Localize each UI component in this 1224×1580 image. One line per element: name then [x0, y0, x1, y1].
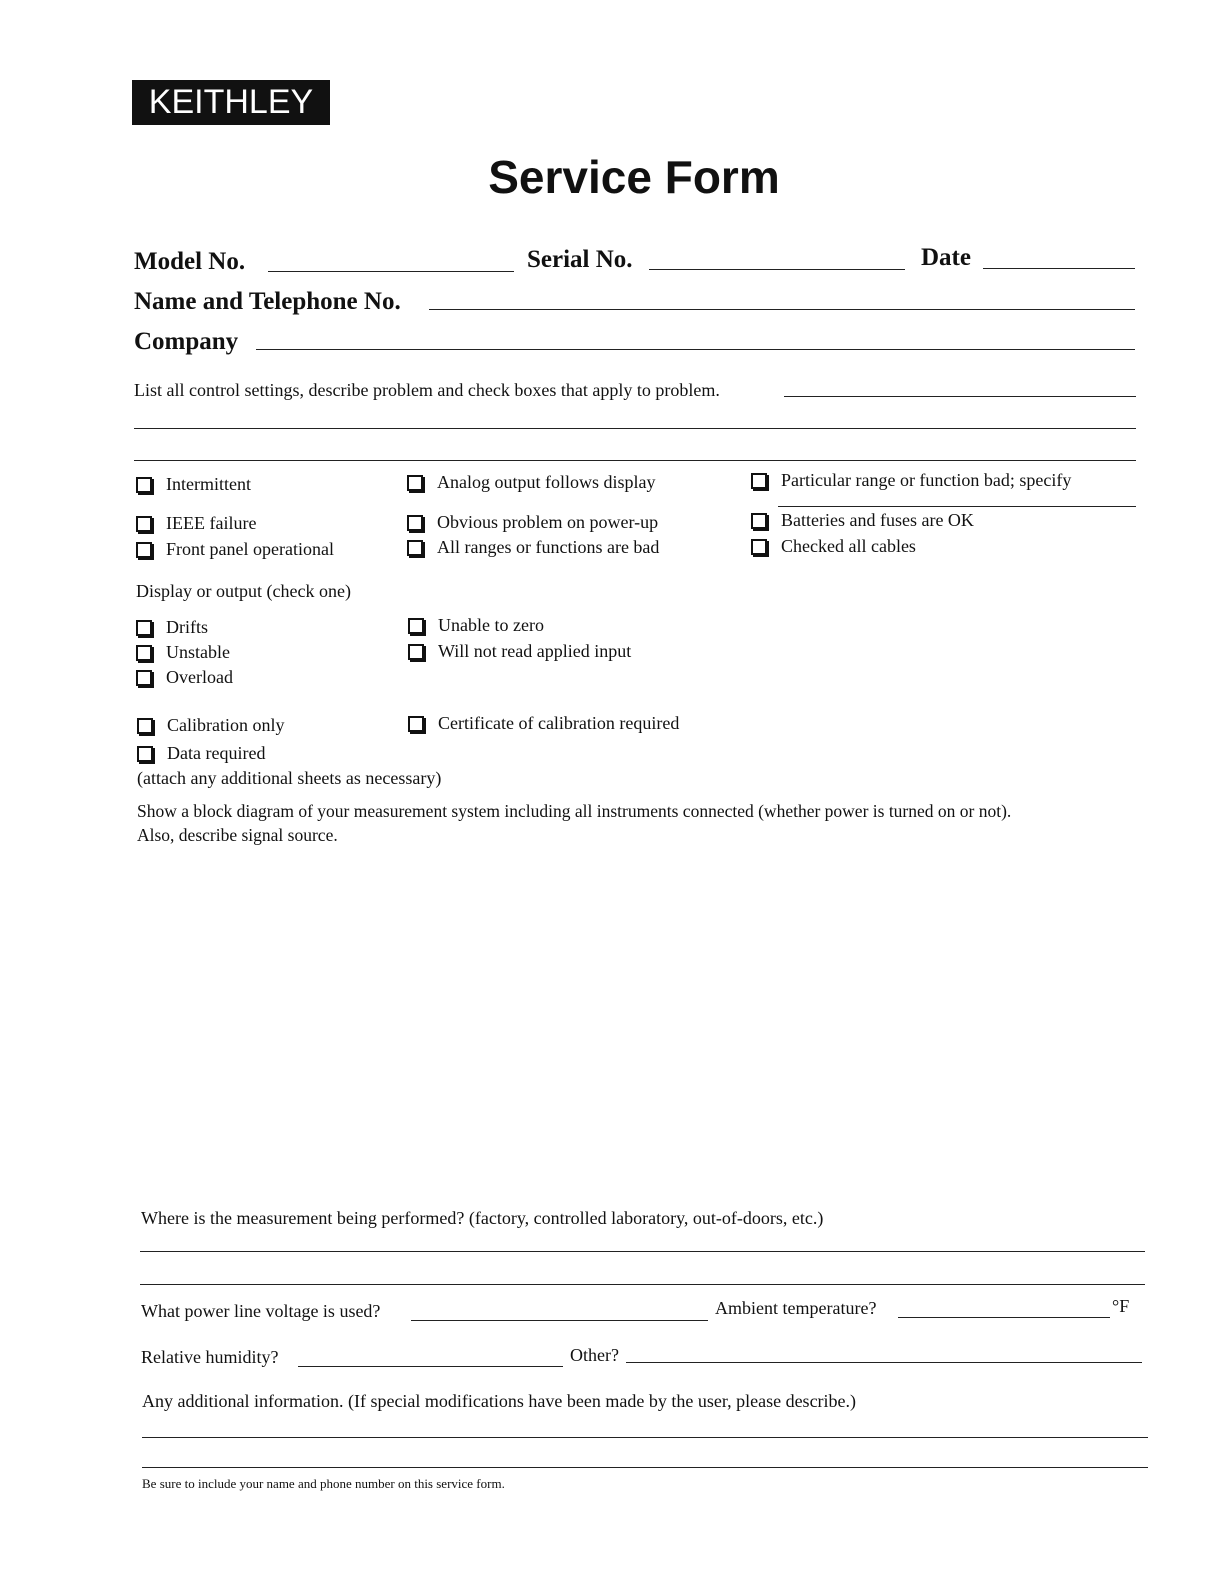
checkbox-icon[interactable]: [137, 746, 153, 762]
checkbox-unable-zero[interactable]: [408, 615, 544, 636]
checkbox-icon[interactable]: [751, 539, 767, 555]
attach-note: (attach any additional sheets as necessary): [137, 768, 442, 788]
checkbox-certificate[interactable]: [408, 713, 679, 734]
checkbox-icon[interactable]: [136, 620, 152, 636]
where-question: Where is the measurement being performed? (factory, controlled laboratory, out-of-doors, etc.): [141, 1208, 824, 1228]
checkbox-label: Front panel operational: [166, 539, 334, 559]
model-no-field[interactable]: [268, 271, 514, 272]
checkbox-icon[interactable]: [407, 540, 423, 556]
checkbox-label: Batteries and fuses are OK: [781, 510, 974, 530]
checkbox-label: Unable to zero: [438, 615, 544, 635]
checkbox-intermittent[interactable]: [136, 474, 251, 495]
checkbox-icon[interactable]: [407, 515, 423, 531]
additional-info-label: Any additional information. (If special modifications have been made by the user, please describe.): [142, 1391, 857, 1411]
checkbox-icon[interactable]: [136, 645, 152, 661]
checkbox-icon[interactable]: [408, 618, 424, 634]
checkbox-icon[interactable]: [751, 473, 767, 489]
checkbox-front-panel[interactable]: [136, 539, 334, 560]
problem-line-3[interactable]: [134, 460, 1136, 461]
date-label: Date: [921, 244, 971, 271]
checkbox-icon[interactable]: [408, 716, 424, 732]
checkbox-label: Drifts: [166, 617, 208, 637]
checkbox-icon[interactable]: [136, 670, 152, 686]
checkbox-data-required[interactable]: [137, 743, 265, 764]
keithley-logo: KEITHLEY: [132, 80, 330, 125]
checkbox-label: Will not read applied input: [438, 641, 632, 661]
additional-line-2[interactable]: [142, 1467, 1148, 1468]
checkbox-icon[interactable]: [751, 513, 767, 529]
checkbox-label: Particular range or function bad; specify: [781, 470, 1072, 490]
block-diagram-area[interactable]: [137, 855, 1137, 1195]
ambient-temp-label: Ambient temperature?: [715, 1298, 877, 1318]
checkbox-drifts[interactable]: [136, 617, 208, 638]
checkbox-icon[interactable]: [408, 644, 424, 660]
checkbox-label: Overload: [166, 667, 233, 687]
checkbox-label: Obvious problem on power-up: [437, 512, 659, 532]
checkbox-label: Unstable: [166, 642, 230, 662]
name-phone-label: Name and Telephone No.: [134, 288, 401, 315]
checkbox-analog-output[interactable]: [407, 472, 656, 493]
checkbox-ieee-failure[interactable]: [136, 513, 256, 534]
checkbox-icon[interactable]: [407, 475, 423, 491]
checkbox-batteries-fuses[interactable]: [751, 510, 974, 531]
model-no-label: Model No.: [134, 248, 246, 275]
power-voltage-label: What power line voltage is used?: [141, 1301, 381, 1321]
checkbox-label: Intermittent: [166, 474, 251, 494]
checkbox-label: All ranges or functions are bad: [437, 537, 660, 557]
checkbox-icon[interactable]: [136, 477, 152, 493]
page-title: Service Form: [488, 151, 780, 203]
checkbox-checked-cables[interactable]: [751, 536, 916, 557]
checkbox-label: Analog output follows display: [437, 472, 656, 492]
checkbox-icon[interactable]: [137, 718, 153, 734]
problem-line-1[interactable]: [784, 396, 1136, 397]
serial-no-field[interactable]: [649, 269, 905, 270]
additional-line-1[interactable]: [142, 1437, 1148, 1438]
checkbox-particular-range[interactable]: [751, 470, 1071, 491]
checkbox-overload[interactable]: [136, 667, 233, 688]
humidity-label: Relative humidity?: [141, 1347, 279, 1367]
date-field[interactable]: [983, 268, 1135, 269]
checkbox-will-not-read[interactable]: [408, 641, 631, 662]
checkbox-icon[interactable]: [136, 516, 152, 532]
company-field[interactable]: [256, 349, 1135, 350]
other-field[interactable]: [626, 1362, 1142, 1363]
checkbox-unstable[interactable]: [136, 642, 230, 663]
where-line-2[interactable]: [140, 1284, 1145, 1285]
other-label: Other?: [570, 1345, 619, 1365]
where-line-1[interactable]: [140, 1251, 1145, 1252]
checkbox-icon[interactable]: [136, 542, 152, 558]
block-diagram-text: Show a block diagram of your measurement system including all instruments connected (whether power is turned on or not).: [137, 801, 1012, 821]
checkbox-calibration-only[interactable]: [137, 715, 284, 736]
checkbox-all-ranges-bad[interactable]: [407, 537, 659, 558]
checkbox-label: IEEE failure: [166, 513, 257, 533]
serial-no-label: Serial No.: [527, 246, 633, 273]
humidity-field[interactable]: [298, 1366, 563, 1367]
display-output-heading: Display or output (check one): [136, 581, 351, 601]
specify-field[interactable]: [778, 506, 1136, 507]
instructions-text: List all control settings, describe problem and check boxes that apply to problem.: [134, 380, 720, 400]
checkbox-label: Certificate of calibration required: [438, 713, 680, 733]
name-phone-field[interactable]: [429, 309, 1135, 310]
checkbox-label: Calibration only: [167, 715, 285, 735]
signal-source-text: Also, describe signal source.: [137, 825, 338, 845]
problem-line-2[interactable]: [134, 428, 1136, 429]
checkbox-label: Checked all cables: [781, 536, 916, 556]
company-label: Company: [134, 328, 239, 355]
temp-unit: °F: [1112, 1296, 1130, 1316]
footer-note: Be sure to include your name and phone number on this service form.: [142, 1476, 505, 1491]
power-voltage-field[interactable]: [411, 1320, 708, 1321]
ambient-temp-field[interactable]: [898, 1317, 1110, 1318]
checkbox-label: Data required: [167, 743, 266, 763]
checkbox-power-up[interactable]: [407, 512, 658, 533]
